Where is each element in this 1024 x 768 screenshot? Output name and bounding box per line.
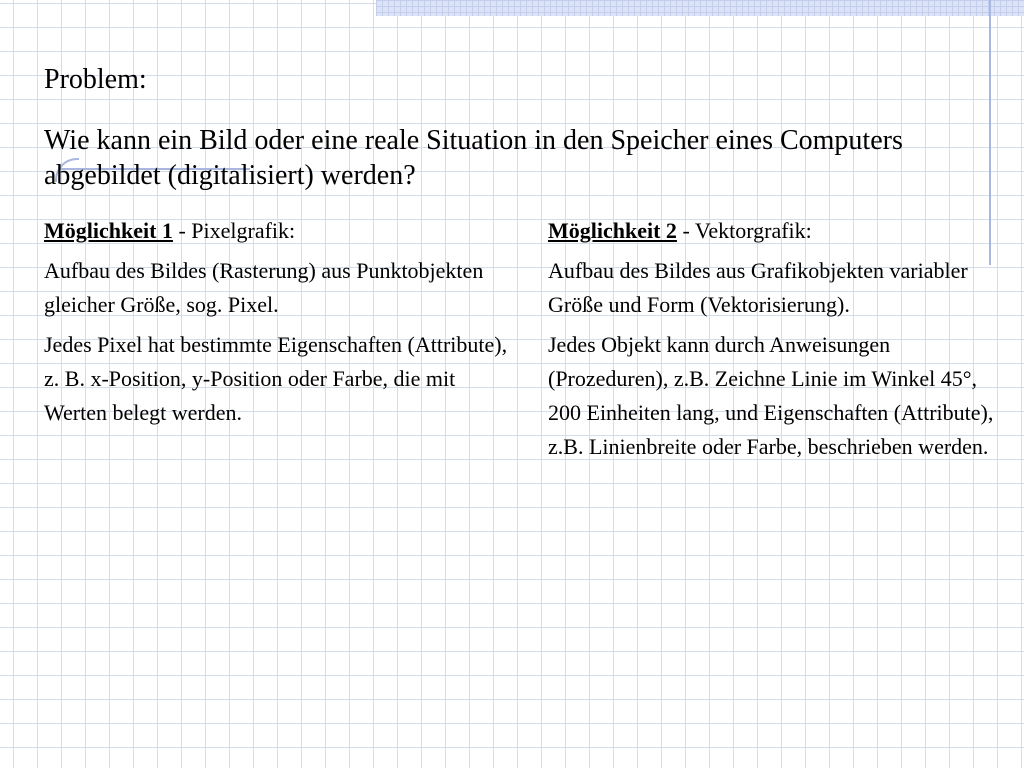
- pixel-graphics-heading: [44, 214, 510, 248]
- vector-graphics-paragraph-2: Jedes Objekt kann durch Anweisungen (Prozeduren), z.B. Zeichne Linie im Winkel 45°, 200 Einheiten lang, und Eigenschaften (Attribute), z.B. Linienbreite oder Farbe, beschrieben werden.: [548, 332, 994, 459]
- pixel-graphics-paragraph-1: Aufbau des Bildes (Rasterung) aus Punktobjekten gleicher Größe, sog. Pixel.: [44, 258, 484, 317]
- problem-label: Problem:: [44, 64, 147, 95]
- problem-question: Wie kann ein Bild oder eine reale Situation in den Speicher eines Computers abgebildet (digitalisiert) werden?: [44, 125, 903, 191]
- pixel-graphics-column: [44, 214, 510, 436]
- option-1-title: Möglichkeit 1: [44, 218, 173, 243]
- vector-graphics-heading: [548, 214, 998, 248]
- decorative-header-band: [376, 0, 1024, 16]
- option-2-title: Möglichkeit 2: [548, 218, 677, 243]
- option-1-subtitle: - Pixelgrafik:: [172, 218, 296, 243]
- option-2-subtitle: - Vektorgrafik:: [676, 218, 812, 243]
- vector-graphics-column: [548, 214, 998, 470]
- pixel-graphics-paragraph-2: Jedes Pixel hat bestimmte Eigenschaften (Attribute), z. B. x-Position, y-Position oder Farbe, die mit Werten belegt werden.: [44, 332, 508, 425]
- vector-graphics-paragraph-1: Aufbau des Bildes aus Grafikobjekten variabler Größe und Form (Vektorisierung).: [548, 258, 968, 317]
